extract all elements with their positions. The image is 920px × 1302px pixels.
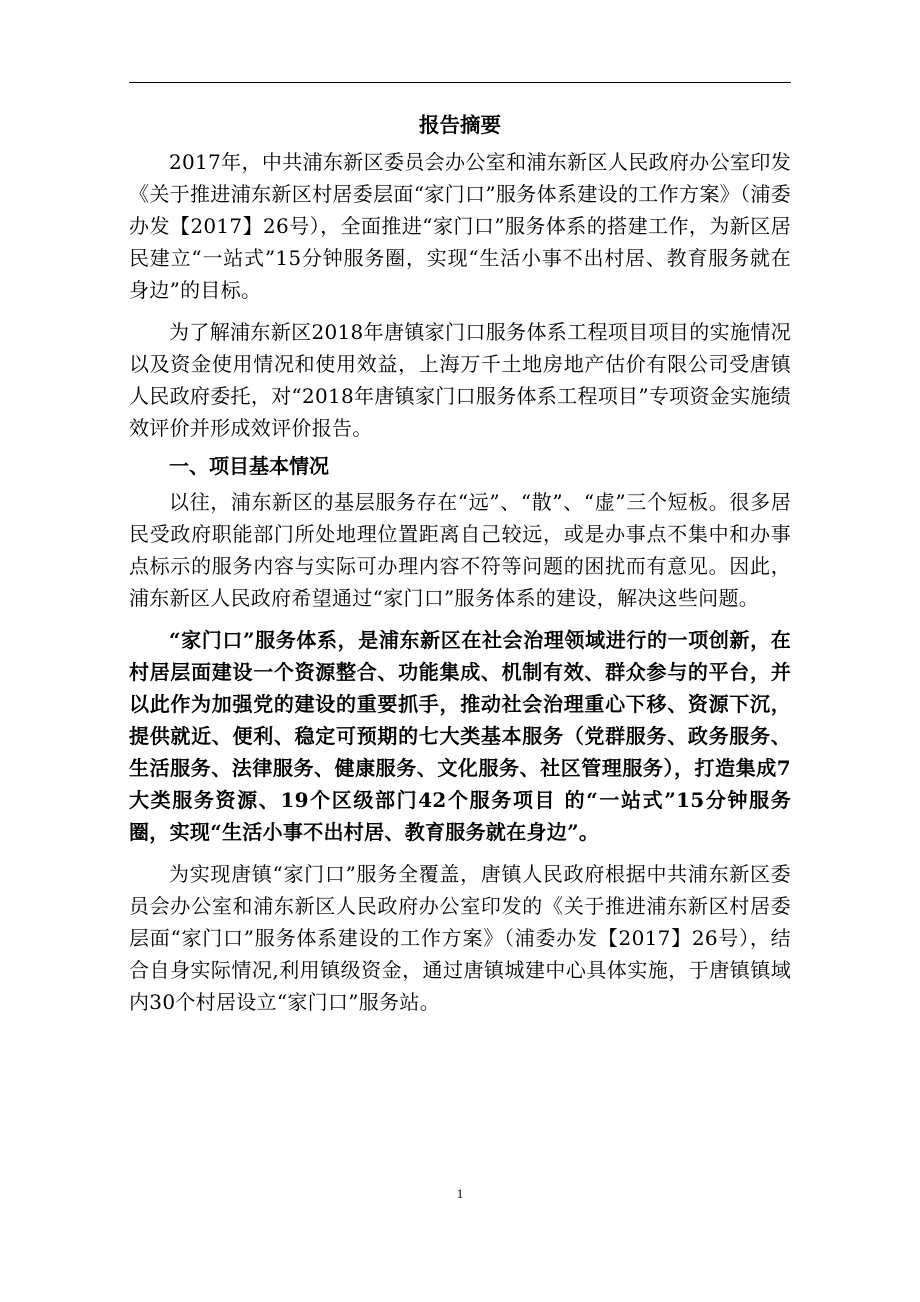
section1-paragraph-2: “家门口”服务体系，是浦东新区在社会治理领域进行的一项创新，在村居层面建设一个资源整合、功能集成、机制有效、群众参与的平台，并以此作为加强党的建设的重要抓手，推动社会治理重心下移、资源下沉，提供就近、便利、稳定可预期的七大类基本服务（党群服务、政务服务、生活服务、法律服务、健康服务、文化服务、社区管理服务），打造集成7大类服务资源、19个区级部门42个服务项目 的“一站式”15分钟服务圈，实现“生活小事不出村居、教育服务就在身边”。	[129, 628, 791, 844]
summary-paragraph-1: 2017年，中共浦东新区委员会办公室和浦东新区人民政府办公室印发《关于推进浦东新区村居委层面“家门口”服务体系建设的工作方案》（浦委办发【2017】26号），全面推进“家门口”服务体系的搭建工作，为新区居民建立“一站式”15分钟服务圈，实现“生活小事不出村居、教育服务就在身边”的目标。	[129, 150, 791, 302]
page-number: 1	[456, 1186, 464, 1201]
summary-paragraph-2: 为了解浦东新区2018年唐镇家门口服务体系工程项目项目的实施情况以及资金使用情况和使用效益，上海万千土地房地产估价有限公司受唐镇人民政府委托，对“2018年唐镇家门口服务体系工程项目”专项资金实施绩效评价并形成效评价报告。	[129, 320, 791, 440]
section1-paragraph-1: 以往，浦东新区的基层服务存在“远”、“散”、“虚”三个短板。很多居民受政府职能部门所处地理位置距离自己较远，或是办事点不集中和办事点标示的服务内容与实际可办理内容不符等问题的困扰而有意见。因此，浦东新区人民政府希望通过“家门口”服务体系的建设，解决这些问题。	[129, 490, 791, 610]
header-rule	[129, 82, 791, 83]
document-title: 报告摘要	[419, 113, 501, 137]
section-heading-project-basics: 一、项目基本情况	[169, 454, 329, 478]
section1-paragraph-3: 为实现唐镇“家门口”服务全覆盖，唐镇人民政府根据中共浦东新区委员会办公室和浦东新区人民政府办公室印发的《关于推进浦东新区村居委层面“家门口”服务体系建设的工作方案》（浦委办发【2017】26号），结合自身实际情况,利用镇级资金，通过唐镇城建中心具体实施，于唐镇镇域内30个村居设立“家门口”服务站。	[129, 862, 791, 1014]
document-page	[129, 104, 791, 1018]
